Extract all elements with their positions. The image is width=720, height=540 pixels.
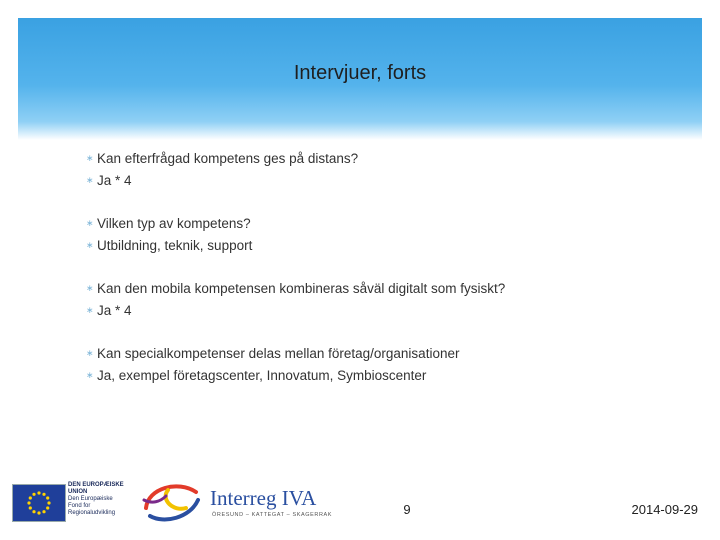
- bullet-group: [86, 213, 505, 256]
- list-item: [86, 278, 505, 300]
- list-item: [86, 343, 505, 365]
- bullet-text: Kan specialkompetenser delas mellan företag/organisationer: [97, 346, 460, 362]
- bullet-group: [86, 343, 505, 386]
- bullet-icon: ∗: [86, 153, 94, 164]
- list-item: [86, 365, 505, 387]
- page-number: 9: [403, 502, 411, 517]
- list-item: [86, 148, 505, 170]
- bullet-text: Kan den mobila kompetensen kombineras såväl digitalt som fysiskt?: [97, 281, 506, 297]
- eu-flag-icon: [12, 484, 66, 522]
- bullet-text: Ja * 4: [97, 302, 132, 318]
- bullet-text: Ja, exempel företagscenter, Innovatum, Symbioscenter: [97, 367, 427, 383]
- interreg-logo-name: Interreg IVA: [210, 486, 317, 510]
- slide-date: 2014-09-29: [631, 502, 698, 517]
- bullet-text: Utbildning, teknik, support: [97, 237, 253, 253]
- interreg-logo-subtitle: ÖRESUND – KATTEGAT – SKAGERRAK: [212, 512, 333, 518]
- list-item: [86, 170, 505, 192]
- bullet-list: [86, 148, 505, 408]
- bullet-icon: ∗: [86, 348, 94, 359]
- bullet-text: Vilken typ av kompetens?: [97, 216, 251, 232]
- list-item: [86, 300, 505, 322]
- bullet-group: [86, 148, 505, 191]
- bullet-icon: ∗: [86, 218, 94, 229]
- bullet-icon: ∗: [86, 283, 94, 294]
- list-item: [86, 235, 505, 257]
- bullet-text: Ja * 4: [97, 172, 132, 188]
- list-item: [86, 213, 505, 235]
- eu-logo-text: DEN EUROPÆISKE UNION Den Europæiske Fond for Regionaludvikling: [68, 482, 124, 516]
- bullet-icon: ∗: [86, 239, 94, 250]
- bullet-icon: ∗: [86, 174, 94, 185]
- interreg-logo-icon: [138, 478, 206, 526]
- eu-stars: [13, 485, 65, 521]
- bullet-icon: ∗: [86, 369, 94, 380]
- bullet-group: [86, 278, 505, 321]
- bullet-icon: ∗: [86, 304, 94, 315]
- bullet-text: Kan efterfrågad kompetens ges på distans?: [97, 151, 359, 167]
- slide-title: Intervjuer, forts: [293, 62, 427, 84]
